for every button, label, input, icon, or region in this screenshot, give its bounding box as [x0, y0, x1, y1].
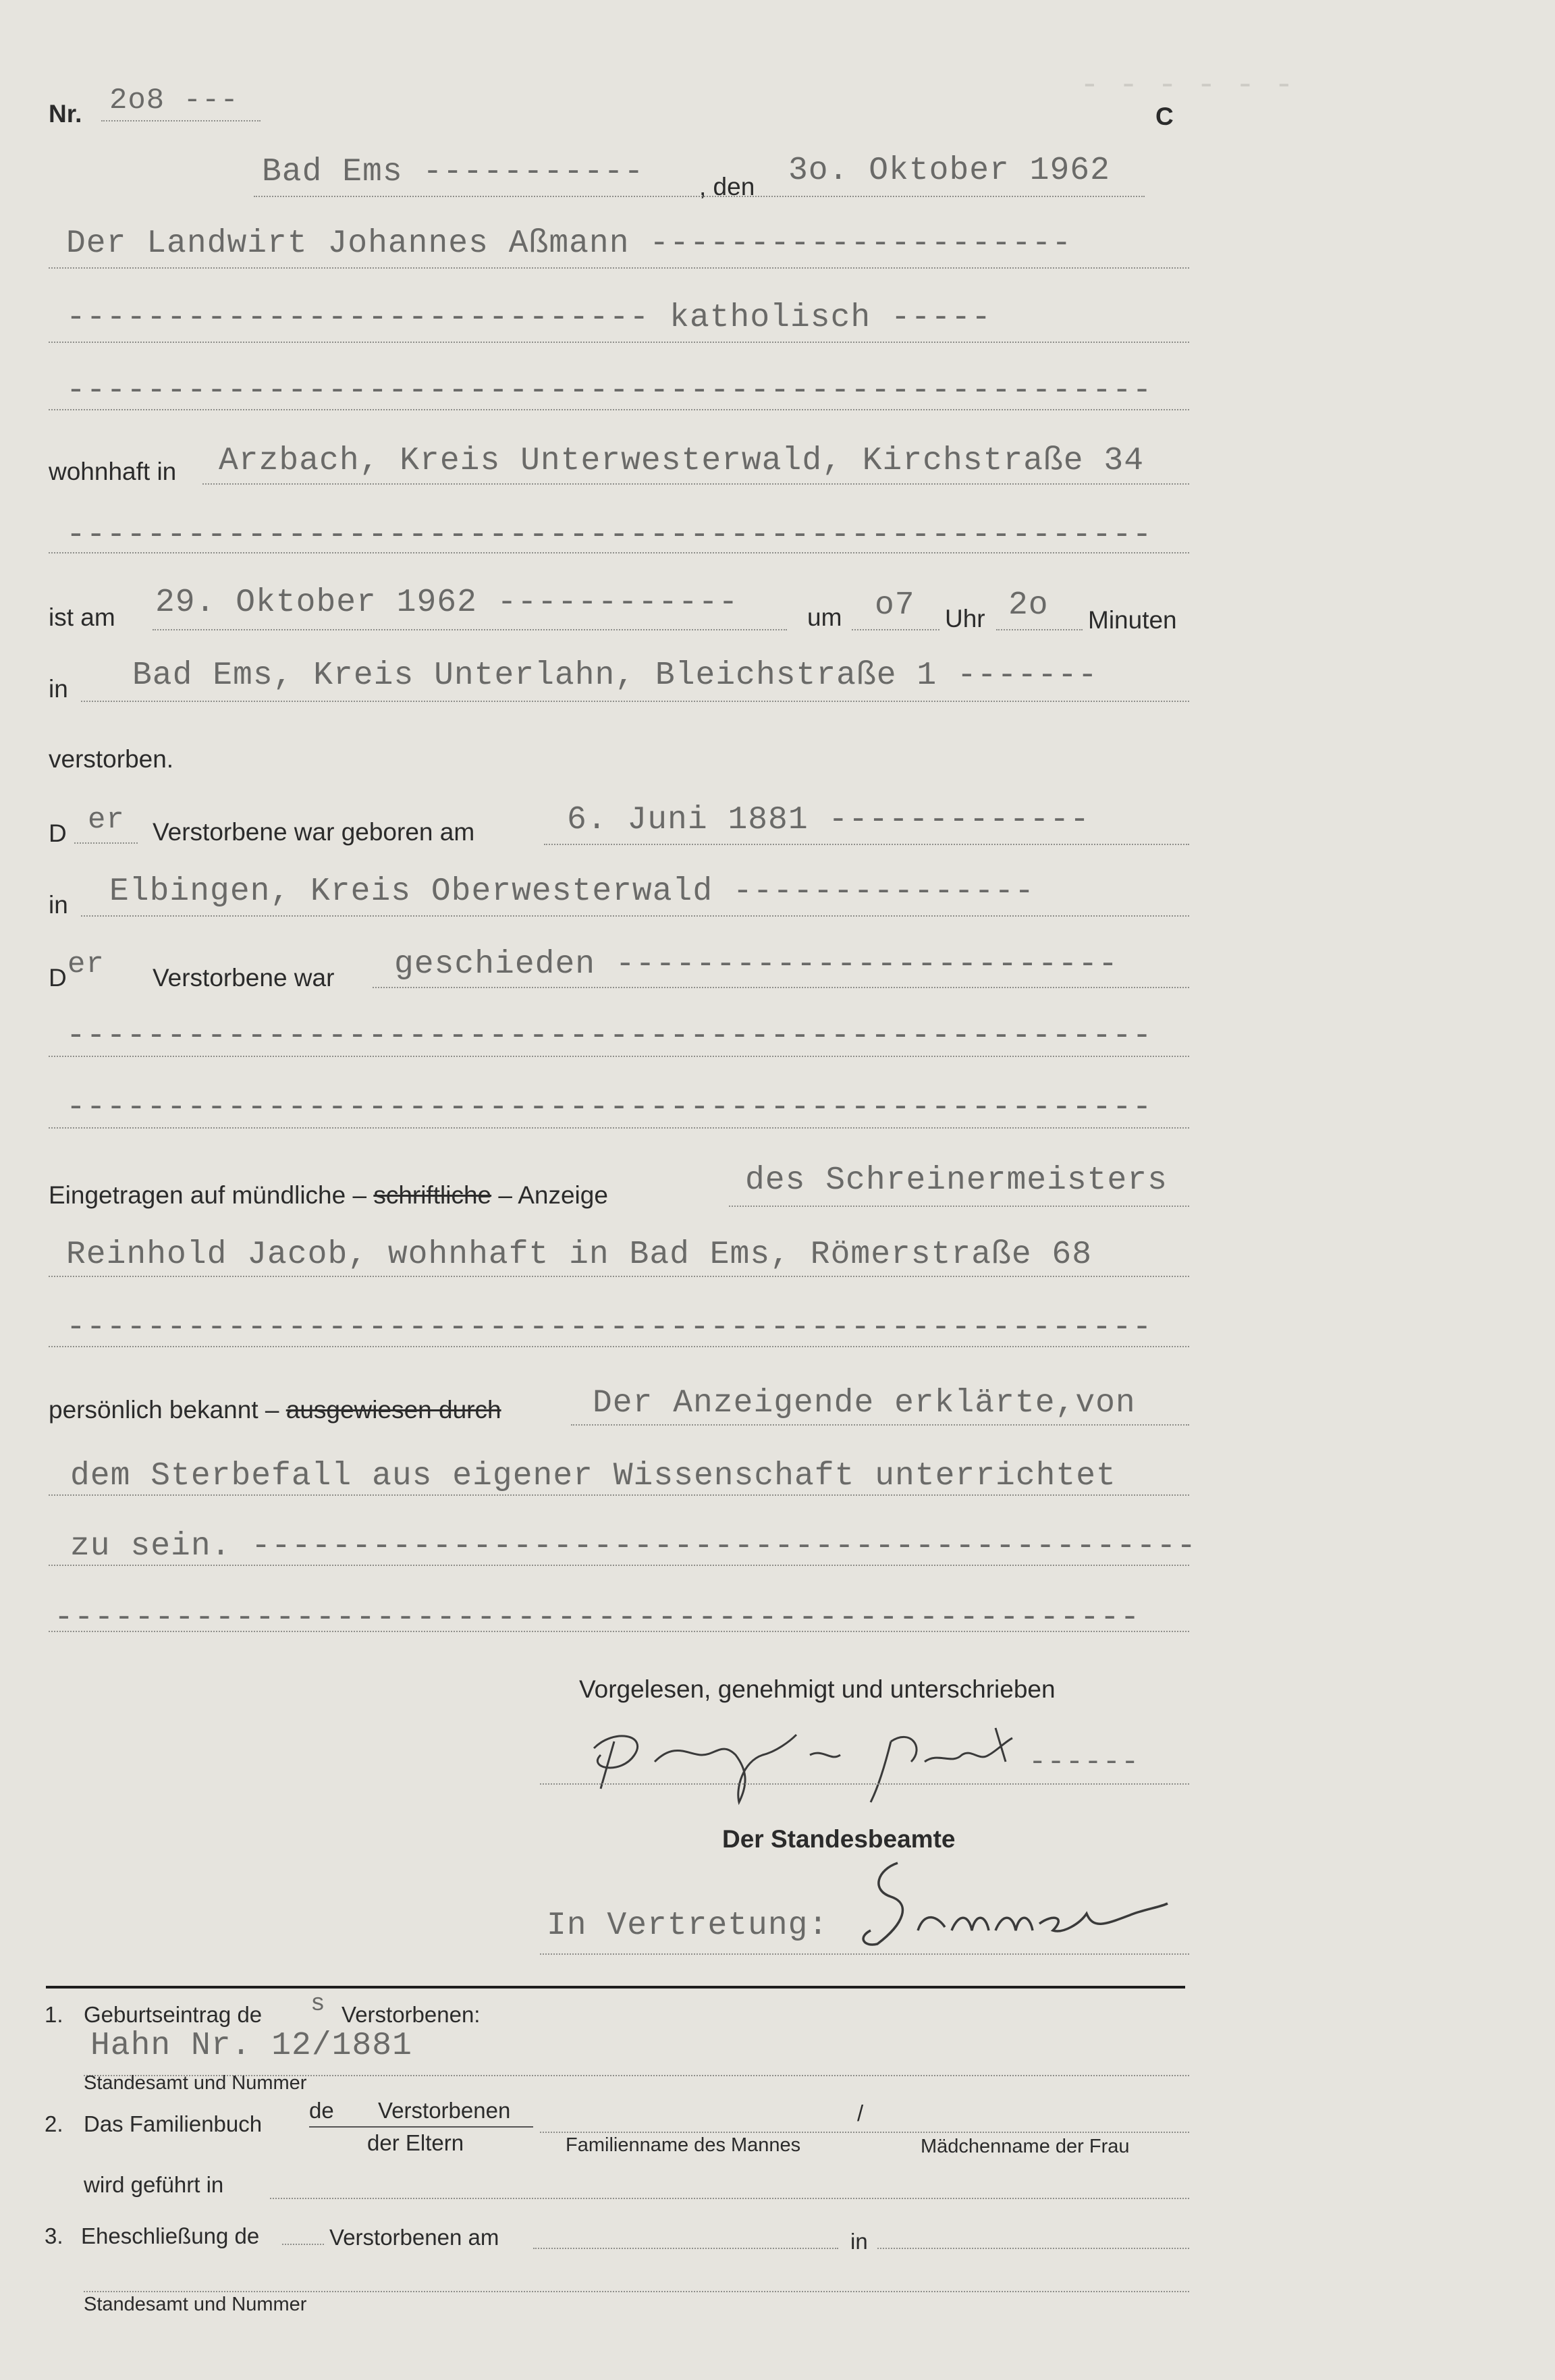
marital-d-label: D: [49, 964, 67, 992]
person-line-3: ------------------------------------------------------: [66, 373, 1153, 409]
person-line-1: Der Landwirt Johannes Aßmann ---------------------: [66, 225, 1072, 262]
read-approved-signed-label: Vorgelesen, genehmigt und unterschrieben: [579, 1675, 1056, 1703]
footer-item-1-number: 1.: [45, 2002, 63, 2027]
footer-item-2-slash: /: [857, 2101, 864, 2126]
footer-item-1-label-a: Geburtseintrag de: [84, 2002, 263, 2027]
identity-value-4: ------------------------------------------------------: [54, 1600, 1141, 1636]
report-value-1: des Schreinermeisters: [745, 1162, 1168, 1199]
footer-item-3-de-dotted-line: [282, 2244, 324, 2245]
birth-label: Verstorbene war geboren am: [153, 818, 475, 846]
footer-item-2-eltern: der Eltern: [367, 2130, 464, 2155]
person-dotted-line-3: [49, 409, 1189, 410]
marital-line-2: ------------------------------------------------------: [66, 1018, 1153, 1054]
death-minutes: 2o: [1008, 587, 1049, 624]
birth-in-label: in: [49, 891, 68, 919]
footer-item-2-verstorbenen: Verstorbenen: [378, 2098, 511, 2123]
footer-item-1-value: Hahn Nr. 12/1881: [90, 2028, 412, 2064]
death-date-dotted-line: [153, 629, 787, 630]
birth-date: 6. Juni 1881 -------------: [567, 802, 1090, 838]
report-label: [49, 1181, 608, 1210]
identity-value-3: zu sein. -----------------------------------------------: [70, 1528, 1197, 1565]
residence-continuation: ------------------------------------------------------: [66, 517, 1153, 553]
footer-item-2-number: 2.: [45, 2111, 63, 2136]
residence-value: Arzbach, Kreis Unterwesterwald, Kirchstraße 34: [219, 443, 1145, 479]
death-date: 29. Oktober 1962 ------------: [155, 585, 739, 621]
marital-value: geschieden -------------------------: [394, 946, 1118, 983]
marital-line-3: ------------------------------------------------------: [66, 1089, 1153, 1126]
signature-dotted-line: [540, 1783, 1189, 1785]
footer-item-2-label: Das Familienbuch: [84, 2111, 263, 2136]
footer-item-2-dotted-line: [540, 2132, 1189, 2133]
marital-dotted-line: [373, 987, 1189, 988]
den-label: , den: [699, 173, 755, 200]
report-dotted-line-3: [49, 1346, 1189, 1347]
minuten-label: Minuten: [1088, 606, 1177, 634]
ist-am-label: ist am: [49, 603, 115, 631]
place-of-record: Bad Ems -----------: [262, 154, 645, 190]
footer-item-1-label-b: Verstorbenen:: [342, 2002, 481, 2027]
person-dotted-line-1: [49, 267, 1189, 269]
footer-item-2-caption-frau: Mädchenname der Frau: [921, 2136, 1130, 2157]
footer-item-2-caption-mann: Familienname des Mannes: [566, 2134, 801, 2156]
hour-dotted-line: [852, 629, 939, 630]
report-label-a: Eingetragen auf mündliche –: [49, 1181, 367, 1209]
footer-item-3-place-dotted-line: [877, 2248, 1189, 2249]
vertretung-dotted-line: [540, 1953, 1189, 1955]
birth-date-dotted-line: [544, 844, 1189, 845]
death-in-label: in: [49, 675, 68, 703]
marital-dotted-line-3: [49, 1127, 1189, 1129]
um-label: um: [807, 603, 842, 631]
footer-item-2-gefuehrt-label: wird geführt in: [84, 2172, 224, 2197]
footer-item-3-dotted-line: [84, 2291, 1189, 2292]
report-label-b: – Anzeige: [498, 1181, 608, 1209]
report-value-2: Reinhold Jacob, wohnhaft in Bad Ems, Römerstraße 68: [66, 1237, 1093, 1273]
identity-value-2: dem Sterbefall aus eigener Wissenschaft unterrichtet: [70, 1458, 1116, 1494]
date-dotted-line: [254, 196, 1145, 197]
in-vertretung-label: In Vertretung:: [547, 1908, 829, 1944]
death-place: Bad Ems, Kreis Unterlahn, Bleichstraße 1 -------: [132, 657, 1098, 694]
footer-item-3-caption: Standesamt und Nummer: [84, 2294, 307, 2315]
marital-dotted-line-2: [49, 1056, 1189, 1057]
footer-rule: [46, 1986, 1185, 1989]
footer-item-3-number: 3.: [45, 2223, 63, 2248]
birth-d-label: D: [49, 819, 67, 847]
birth-place: Elbingen, Kreis Oberwesterwald ---------------: [109, 873, 1035, 910]
residence-dotted-line-2: [49, 552, 1189, 553]
identity-label: [49, 1396, 501, 1424]
footer-item-1-caption: Standesamt und Nummer: [84, 2072, 307, 2094]
footer-item-2-fraction-line: [309, 2126, 533, 2128]
death-place-dotted-line: [81, 701, 1189, 702]
footer-item-3-label-b: Verstorbenen am: [329, 2225, 499, 2250]
birth-place-dotted-line: [81, 915, 1189, 917]
report-value-3: ------------------------------------------------------: [66, 1309, 1153, 1346]
death-hour: o7: [875, 587, 915, 624]
identity-dotted-line-3: [49, 1565, 1189, 1566]
person-line-2: ----------------------------- katholisch -----: [66, 300, 992, 336]
residence-label: wohnhaft in: [49, 458, 177, 485]
identity-dotted-line-2: [49, 1494, 1189, 1496]
corner-letter: C: [1155, 103, 1174, 130]
footer-item-1-superscript: s: [310, 1990, 326, 2018]
bleed-through-text: - - - - - -: [1080, 67, 1294, 104]
report-dotted-line-2: [49, 1276, 1189, 1277]
record-date: 3o. Oktober 1962: [788, 153, 1110, 189]
identity-dotted-line-4: [49, 1631, 1189, 1632]
nr-dotted-line: [101, 120, 261, 121]
minutes-dotted-line: [996, 629, 1083, 630]
uhr-label: Uhr: [945, 605, 985, 632]
birth-article-dotted-line: [74, 842, 138, 844]
nr-label: Nr.: [49, 100, 82, 128]
footer-item-3-in-label: in: [850, 2229, 868, 2254]
informant-signature: [574, 1714, 1033, 1809]
person-dotted-line-2: [49, 342, 1189, 343]
footer-item-2-de: de: [309, 2098, 334, 2123]
identity-label-a: persönlich bekannt –: [49, 1396, 279, 1424]
official-title: Der Standesbeamte: [722, 1825, 956, 1853]
report-label-struck: schriftliche: [373, 1181, 492, 1209]
footer-item-3-date-dotted-line: [533, 2248, 838, 2249]
marital-label: Verstorbene war: [153, 964, 335, 992]
official-signature: [850, 1849, 1174, 1951]
signature-trailing-dashes: ------: [1029, 1746, 1140, 1779]
verstorben-label: verstorben.: [49, 745, 174, 773]
footer-item-3-label-a: Eheschließung de: [81, 2223, 260, 2248]
identity-label-struck: ausgewiesen durch: [285, 1396, 501, 1424]
birth-article: er: [88, 803, 125, 837]
report-dotted-line-1: [729, 1206, 1189, 1207]
marital-article: er: [67, 948, 105, 981]
identity-value-1: Der Anzeigende erklärte,von: [593, 1385, 1136, 1422]
identity-dotted-line-1: [571, 1424, 1189, 1426]
nr-value: 2o8 ---: [109, 84, 239, 117]
footer-item-2-gefuehrt-dotted-line: [270, 2198, 1189, 2199]
residence-dotted-line: [202, 483, 1189, 485]
